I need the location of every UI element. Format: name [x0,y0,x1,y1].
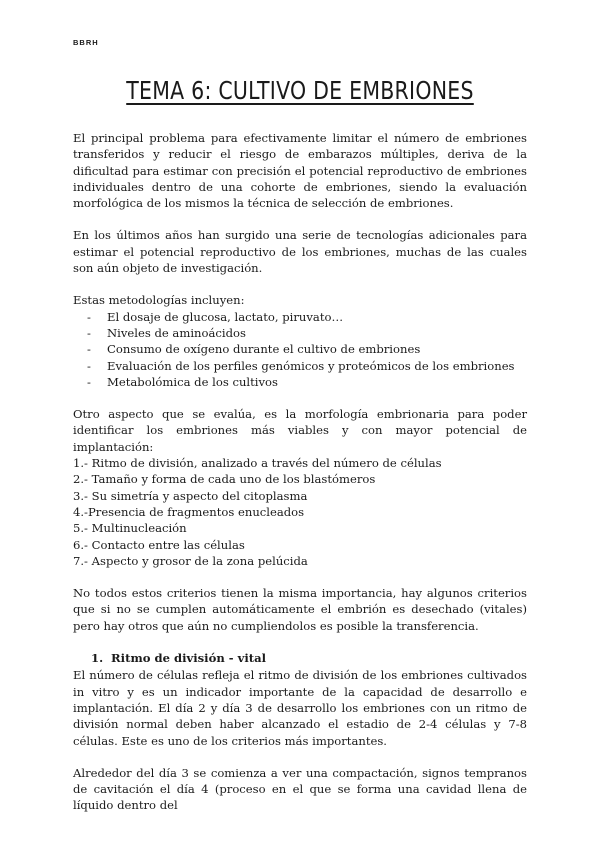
document-body [73,130,527,830]
section-title: Ritmo de división - vital [111,651,267,666]
division-paragraph: El número de células refleja el ritmo de división de los embriones cultivados in vitro y es un indicador importante de la capacidad de desarrollo e implantación. El día 2 y día 3 de desarrollo los embriones con un ritmo de división normal deben haber alcanzado el estadio de 2-4 células y 7-8 células. Este es uno de los criterios más importantes. [73,668,527,748]
criteria-list [73,455,527,569]
list-item: - Metabolómica de los cultivos [73,374,527,390]
list-item: 5.- Multinucleación [73,521,187,536]
list-item: - El dosaje de glucosa, lactato, piruvato… [73,309,527,325]
section-heading [91,650,527,666]
section-number: 1. [91,651,104,666]
list-item: 6.- Contacto entre las células [73,537,245,552]
list-item: 4.-Presencia de fragmentos enucleados [73,504,305,519]
importance-paragraph: No todos estos criterios tienen la misma importancia, hay algunos criterios que si no se cumplen automáticamente el embrión es desechado (vitales) pero hay otros que aún no cumpliendolos es posible la transferencia. [73,586,527,633]
technologies-paragraph: En los últimos años han surgido una serie de tecnologías adicionales para estimar el potencial reproductivo de los embriones, muchas de las cuales son aún objeto de investigación. [73,228,527,276]
methods-intro: Estas metodologías incluyen: [73,293,245,308]
list-item: - Evaluación de los perfiles genómicos y proteómicos de los embriones [73,358,527,374]
page-title [54,76,546,105]
intro-paragraph: El principal problema para efectivamente limitar el número de embriones transferidos y reducir el riesgo de embarazos múltiples, deriva de la dificultad para estimar con precisión el potencial reproductivo de embriones individuales dentro de una cohorte de embriones, siendo la evaluación morfológica de los mismos la técnica de selección de embriones. [73,131,527,211]
list-item: 3.- Su simetría y aspecto del citoplasma [73,488,308,503]
compaction-paragraph: Alrededor del día 3 se comienza a ver una compactación, signos tempranos de cavitación el día 4 (proceso en el que se forma una cavidad llena de líquido dentro del [73,765,527,813]
list-item: - Niveles de aminoácidos [73,325,527,341]
list-item: - Consumo de oxígeno durante el cultivo de embriones [73,341,527,357]
list-item: 2.- Tamaño y forma de cada uno de los blastómeros [73,472,376,487]
page-header: BBRH [73,38,99,47]
list-item: 1.- Ritmo de división, analizado a través del número de células [73,456,442,471]
list-item: 7.- Aspecto y grosor de la zona pelúcida [73,553,308,568]
morphology-paragraph: Otro aspecto que se evalúa, es la morfología embrionaria para poder identificar los embriones más viables y con mayor potencial de implantación: [73,407,527,454]
page-title-text: TEMA 6: CULTIVO DE EMBRIONES [126,76,474,105]
methods-list [73,309,527,390]
